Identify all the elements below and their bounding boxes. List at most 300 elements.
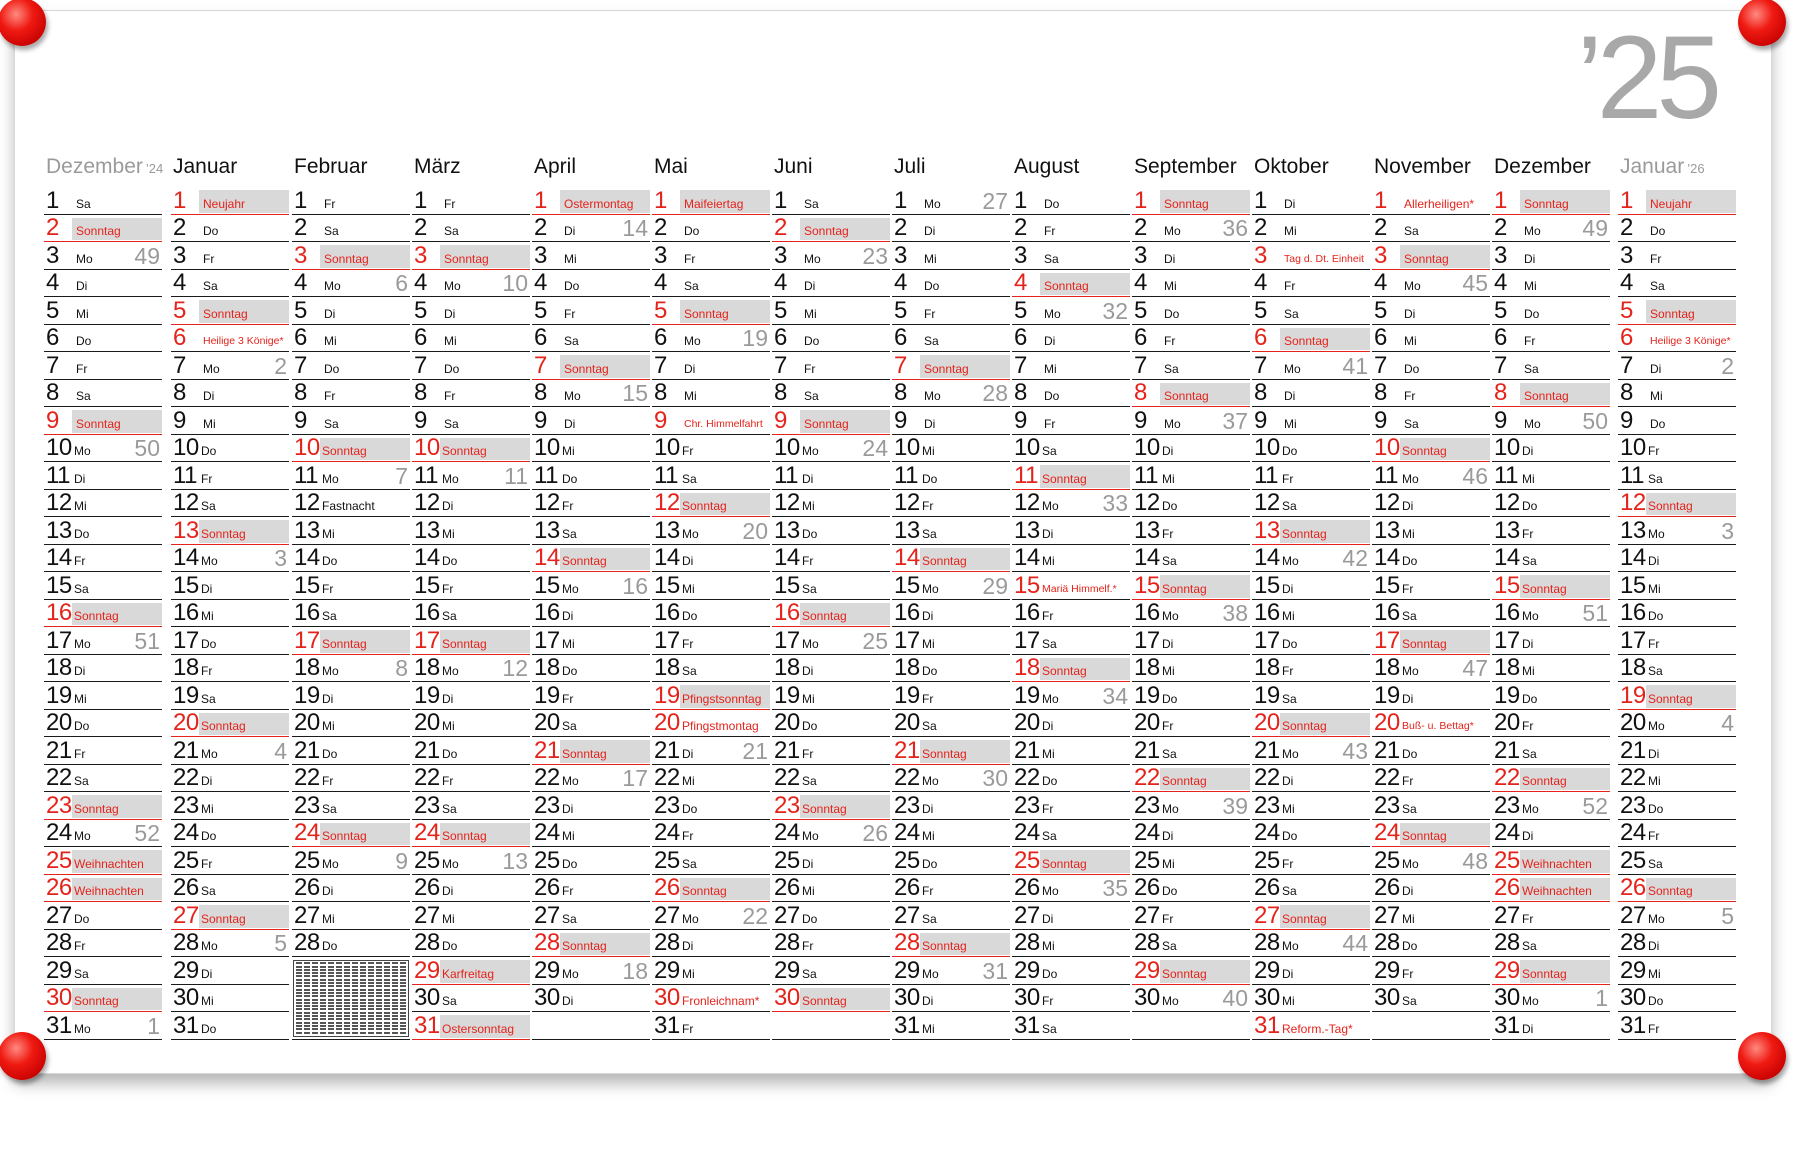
day-row [892, 242, 1010, 270]
day-row [1618, 957, 1736, 985]
day-row [292, 352, 410, 380]
day-number: 6 [46, 324, 59, 351]
day-row [1492, 187, 1610, 215]
day-number: 30 [414, 984, 440, 1011]
day-row [1372, 407, 1490, 435]
day-number: 5 [46, 296, 59, 324]
day-number: 11 [774, 461, 798, 489]
week-number: 51 [1582, 600, 1608, 626]
day-number: 17 [894, 626, 920, 654]
day-row [1372, 627, 1490, 655]
day-number: 30 [534, 984, 560, 1011]
day-number: 8 [534, 379, 547, 406]
weekday-label: Mo [1162, 609, 1179, 623]
weekday-label: Fr [1524, 334, 1536, 348]
day-row [772, 655, 890, 683]
day-row [171, 352, 289, 380]
day-number: 22 [534, 764, 560, 791]
day-row [412, 517, 530, 545]
day-row [1618, 407, 1736, 435]
weekday-label: Fr [1162, 911, 1174, 926]
day-number: 22 [294, 764, 320, 791]
day-number: 4 [1494, 269, 1507, 296]
day-number: 27 [1374, 901, 1400, 929]
day-number: 3 [1014, 241, 1027, 269]
day-number: 1 [46, 186, 59, 214]
weekday-label: Mi [924, 251, 937, 266]
week-number: 9 [395, 847, 408, 874]
day-number: 23 [534, 791, 560, 819]
day-row [652, 517, 770, 545]
day-row [1618, 792, 1736, 820]
day-row [1132, 737, 1250, 765]
day-number: 16 [414, 599, 440, 626]
day-row [652, 187, 770, 215]
weekday-label: Fr [74, 554, 86, 568]
weekday-label: Do [442, 939, 458, 953]
weekday-label: Fr [442, 581, 454, 596]
day-number: 11 [1374, 461, 1398, 489]
day-number: 10 [294, 434, 320, 461]
weekday-label: Di [1648, 746, 1660, 761]
day-row [1012, 985, 1130, 1013]
day-row [292, 957, 410, 1040]
weekday-label: Mo [1162, 994, 1179, 1008]
weekday-label: Mo [442, 664, 459, 678]
day-number: 6 [294, 324, 307, 351]
weekday-label: Sa [1044, 251, 1059, 266]
day-row [532, 325, 650, 353]
weekday-label: Do [444, 361, 460, 376]
day-row [532, 600, 650, 628]
day-number: 16 [173, 599, 199, 626]
day-number: 6 [654, 324, 667, 351]
day-number: 9 [534, 406, 547, 434]
weekday-label: Sonntag [1404, 251, 1449, 266]
weekday-label: Di [1402, 884, 1414, 898]
week-number: 32 [1102, 297, 1128, 324]
day-row [44, 490, 162, 518]
day-number: 16 [774, 599, 800, 626]
day-number: 29 [774, 956, 800, 984]
day-row [171, 875, 289, 903]
weekday-label: Sonntag [74, 801, 119, 816]
week-number: 47 [1462, 655, 1488, 681]
day-row [1618, 875, 1736, 903]
day-number: 9 [1494, 406, 1507, 434]
day-number: 18 [774, 654, 800, 681]
day-row [1618, 187, 1736, 215]
day-number: 10 [534, 434, 560, 461]
day-row [772, 435, 890, 463]
day-row [1618, 490, 1736, 518]
week-number: 14 [622, 215, 648, 241]
day-row [171, 435, 289, 463]
day-number: 14 [1374, 544, 1400, 571]
weekday-label: Mi [802, 499, 815, 513]
day-number: 31 [894, 1011, 920, 1039]
day-number: 3 [534, 241, 547, 269]
weekday-label: Sonntag [682, 884, 727, 898]
weekday-label: Sa [74, 581, 89, 596]
day-number: 22 [1494, 764, 1520, 791]
weekday-label: Do [322, 554, 338, 568]
day-row [44, 655, 162, 683]
day-number: 13 [1014, 516, 1040, 544]
weekday-label: Fr [1648, 444, 1660, 458]
weekday-label: Sa [802, 774, 817, 788]
day-number: 20 [1134, 709, 1160, 736]
weekday-label: Mi [1284, 416, 1297, 431]
day-row [772, 407, 890, 435]
day-row [1012, 627, 1130, 655]
day-number: 13 [1494, 516, 1520, 544]
weekday-label: Do [74, 526, 90, 541]
day-row [44, 572, 162, 600]
weekday-label: Di [924, 224, 936, 238]
day-number: 19 [1374, 681, 1400, 709]
weekday-label: Sa [442, 609, 457, 623]
day-number: 29 [654, 956, 680, 984]
day-row [1372, 820, 1490, 848]
month-title [1620, 153, 1705, 183]
day-row [1492, 655, 1610, 683]
day-row [1012, 462, 1130, 490]
weekday-label: Sonntag [1282, 526, 1327, 541]
weekday-label: Sonntag [802, 801, 847, 816]
day-number: 17 [1254, 626, 1280, 654]
weekday-label: Di [1650, 361, 1662, 376]
day-number: 25 [894, 846, 920, 874]
day-row [772, 545, 890, 573]
pin-bottom-right-icon [1738, 1032, 1786, 1080]
day-number: 2 [173, 214, 186, 241]
weekday-label: Mi [1162, 664, 1175, 678]
day-number: 19 [1134, 681, 1160, 709]
day-row [1618, 902, 1736, 930]
weekday-label: Sonntag [1524, 196, 1569, 211]
day-row [44, 545, 162, 573]
weekday-label: Di [922, 609, 934, 623]
day-number: 12 [1374, 489, 1400, 516]
weekday-label: Mi [203, 416, 216, 431]
day-number: 5 [1254, 296, 1267, 324]
weekday-label: Mo [1042, 884, 1059, 898]
weekday-label: Do [1648, 994, 1664, 1008]
day-row [171, 270, 289, 298]
weekday-label: Di [684, 361, 696, 376]
weekday-label: Mi [1402, 911, 1415, 926]
day-row [1252, 1012, 1370, 1040]
day-row [1252, 875, 1370, 903]
day-number: 29 [46, 956, 72, 984]
day-number: 19 [173, 681, 199, 709]
day-number: 8 [1254, 379, 1267, 406]
day-number: 24 [1494, 819, 1520, 846]
day-row [532, 847, 650, 875]
day-row [412, 902, 530, 930]
day-row [772, 600, 890, 628]
day-number: 6 [1014, 324, 1027, 351]
weekday-label: Do [1162, 499, 1178, 513]
day-row [772, 627, 890, 655]
weekday-label: Do [1042, 774, 1058, 788]
day-number: 17 [654, 626, 680, 654]
weekday-label: Sonntag [74, 609, 119, 623]
day-row [1492, 270, 1610, 298]
week-number: 18 [622, 957, 648, 984]
day-number: 14 [894, 544, 920, 571]
weekday-label: Do [1650, 224, 1666, 238]
day-row [892, 407, 1010, 435]
day-number: 29 [1014, 956, 1040, 984]
day-row [772, 737, 890, 765]
day-row [1252, 737, 1370, 765]
day-row [1372, 930, 1490, 958]
weekday-label: Sa [562, 526, 577, 541]
day-row [44, 325, 162, 353]
weekday-label: Mo [74, 444, 91, 458]
day-number: 26 [294, 874, 320, 901]
weekday-label: Sa [682, 664, 697, 678]
day-row [772, 325, 890, 353]
day-row [1252, 242, 1370, 270]
weekday-label: Di [562, 609, 574, 623]
day-row [652, 847, 770, 875]
day-number: 1 [414, 186, 427, 214]
day-row [171, 627, 289, 655]
day-number: 21 [414, 736, 440, 764]
day-number: 14 [1620, 544, 1646, 571]
day-row [292, 407, 410, 435]
day-row [1012, 490, 1130, 518]
weekday-label: Mo [444, 279, 461, 293]
week-number: 24 [862, 435, 888, 461]
weekday-label: Sonntag [1044, 279, 1089, 293]
day-number: 16 [294, 599, 320, 626]
weekday-label: Di [922, 994, 934, 1008]
day-number: 27 [774, 901, 800, 929]
day-row [892, 985, 1010, 1013]
week-number: 45 [1462, 270, 1488, 296]
day-number: 11 [1254, 461, 1278, 489]
day-number: 25 [414, 846, 440, 874]
day-number: 27 [1494, 901, 1520, 929]
weekday-label: Do [201, 636, 217, 651]
day-number: 16 [654, 599, 680, 626]
day-row [1492, 572, 1610, 600]
day-row [532, 352, 650, 380]
day-number: 7 [1620, 351, 1633, 379]
month-year: ’26 [1687, 161, 1705, 176]
day-number: 29 [1254, 956, 1280, 984]
day-number: 21 [46, 736, 72, 764]
day-row [171, 847, 289, 875]
day-row [44, 930, 162, 958]
day-row [1012, 682, 1130, 710]
weekday-label: Mi [201, 609, 214, 623]
day-row [1492, 875, 1610, 903]
day-number: 18 [1134, 654, 1160, 681]
day-row [44, 627, 162, 655]
day-row [532, 380, 650, 408]
weekday-label: Fr [1522, 719, 1534, 733]
day-number: 9 [1014, 406, 1027, 434]
day-row [1012, 792, 1130, 820]
month-title [1494, 153, 1591, 181]
day-row [1372, 187, 1490, 215]
day-row [772, 215, 890, 243]
month-title [1014, 153, 1079, 181]
day-number: 4 [1134, 269, 1147, 296]
day-number: 2 [1254, 214, 1267, 241]
day-row [1012, 710, 1130, 738]
day-number: 7 [414, 351, 427, 379]
day-row [652, 380, 770, 408]
day-row [1012, 407, 1130, 435]
day-number: 10 [1014, 434, 1040, 461]
day-number: 9 [1254, 406, 1267, 434]
weekday-label: Sa [922, 526, 937, 541]
weekday-label: Heilige 3 Könige* [1650, 335, 1731, 347]
day-row [532, 270, 650, 298]
day-row [892, 490, 1010, 518]
weekday-label: Do [1162, 884, 1178, 898]
day-number: 11 [1494, 461, 1518, 489]
week-number: 15 [622, 380, 648, 406]
day-row [412, 242, 530, 270]
day-number: 21 [894, 736, 920, 764]
weekday-label: Mo [74, 829, 91, 843]
weekday-label: Mi [682, 966, 695, 981]
day-number: 4 [654, 269, 667, 296]
day-row [652, 627, 770, 655]
weekday-label: Do [322, 746, 338, 761]
weekday-label: Mo [684, 334, 701, 348]
weekday-label: Sonntag [1042, 471, 1087, 486]
day-number: 13 [294, 516, 320, 544]
day-row [412, 215, 530, 243]
day-number: 20 [1494, 709, 1520, 736]
day-row [892, 655, 1010, 683]
day-number: 8 [1134, 379, 1147, 406]
day-row [412, 875, 530, 903]
weekday-label: Mo [76, 251, 93, 266]
day-number: 15 [654, 571, 680, 599]
day-row [1252, 655, 1370, 683]
day-number: 22 [1374, 764, 1400, 791]
day-number: 13 [654, 516, 680, 544]
weekday-label: Reform.-Tag* [1282, 1021, 1353, 1036]
day-row [652, 710, 770, 738]
day-number: 26 [1494, 874, 1520, 901]
weekday-label: Sonntag [922, 939, 967, 953]
weekday-label: Sa [562, 911, 577, 926]
day-row [292, 215, 410, 243]
weekday-label: Mo [1044, 306, 1061, 321]
day-number: 17 [1014, 626, 1040, 654]
day-number: 29 [1134, 956, 1160, 984]
weekday-label: Fr [1162, 526, 1174, 541]
weekday-label: Di [1162, 444, 1174, 458]
weekday-label: Sonntag [76, 224, 121, 238]
weekday-label: Fr [562, 691, 574, 706]
week-number: 5 [274, 930, 287, 956]
day-row [292, 572, 410, 600]
day-number: 14 [1134, 544, 1160, 571]
weekday-label: Sa [804, 389, 819, 403]
day-row [1372, 875, 1490, 903]
day-number: 16 [1134, 599, 1160, 626]
day-row [772, 490, 890, 518]
day-row [44, 270, 162, 298]
weekday-label: Do [564, 279, 580, 293]
day-number: 26 [1374, 874, 1400, 901]
day-row [1012, 242, 1130, 270]
weekday-label: Mi [1284, 224, 1297, 238]
weekday-label: Sonntag [802, 609, 847, 623]
weekday-label: Do [203, 224, 219, 238]
day-row [1372, 847, 1490, 875]
day-row [1618, 297, 1736, 325]
weekday-label: Mo [1042, 499, 1059, 513]
day-number: 14 [654, 544, 680, 571]
weekday-label: Mi [1044, 361, 1057, 376]
day-row [1132, 545, 1250, 573]
weekday-label: Ostersonntag [442, 1021, 515, 1036]
weekday-label: Do [324, 361, 340, 376]
day-number: 29 [534, 956, 560, 984]
weekday-label: Di [1284, 389, 1296, 403]
day-row [1492, 297, 1610, 325]
day-number: 29 [1620, 956, 1646, 984]
month-name: April [534, 155, 577, 178]
day-number: 13 [414, 516, 440, 544]
day-row [292, 765, 410, 793]
day-number: 4 [46, 269, 59, 296]
weekday-label: Sonntag [1402, 444, 1447, 458]
day-row [1132, 1012, 1250, 1040]
weekday-label: Sonntag [442, 444, 487, 458]
weekday-label: Do [442, 554, 458, 568]
weekday-label: Sa [1648, 471, 1663, 486]
day-number: 9 [46, 406, 59, 434]
weekday-label: Fr [201, 471, 213, 486]
day-number: 2 [414, 214, 427, 241]
day-number: 20 [894, 709, 920, 736]
day-row [532, 627, 650, 655]
weekday-label: Pfingstmontag [682, 719, 759, 733]
day-row [772, 710, 890, 738]
day-row [892, 325, 1010, 353]
day-number: 1 [894, 186, 907, 214]
weekday-label: Mo [1648, 526, 1665, 541]
weekday-label: Mi [1282, 801, 1295, 816]
day-row [892, 765, 1010, 793]
day-number: 31 [414, 1011, 440, 1039]
day-number: 7 [46, 351, 59, 379]
day-row [892, 352, 1010, 380]
day-row [44, 352, 162, 380]
day-row [412, 407, 530, 435]
day-row [532, 820, 650, 848]
day-row [1492, 380, 1610, 408]
weekday-label: Do [1282, 444, 1298, 458]
weekday-label: Fr [1648, 1021, 1660, 1036]
weekday-label: Mo [74, 636, 91, 651]
day-number: 17 [1620, 626, 1646, 654]
day-number: 25 [534, 846, 560, 874]
